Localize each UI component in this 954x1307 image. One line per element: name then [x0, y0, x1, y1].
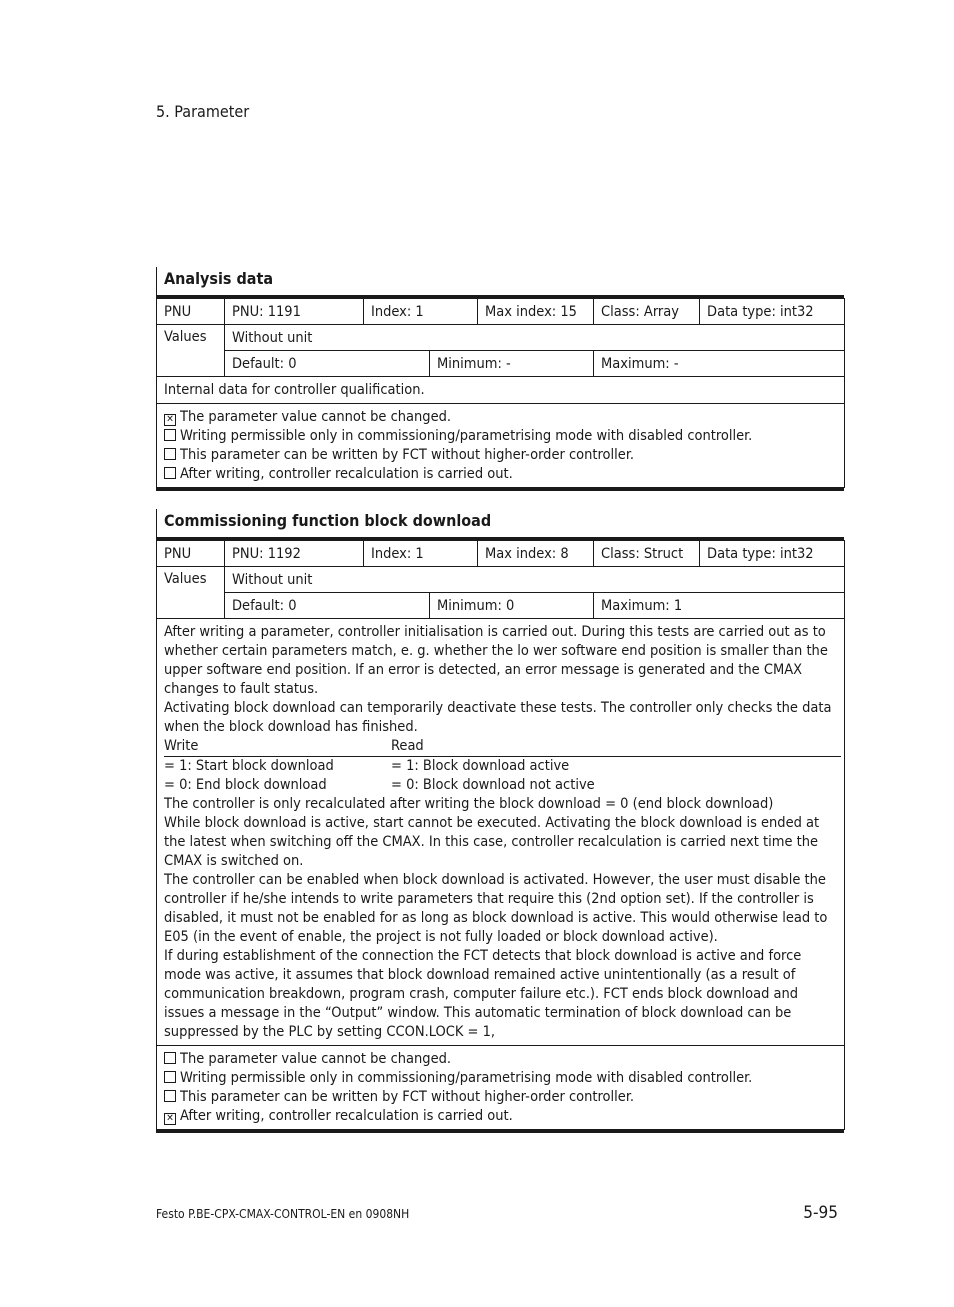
checked-box-icon: ✕ [164, 1113, 176, 1125]
default-value: Default: 0 [225, 593, 430, 619]
unchecked-box-icon [164, 467, 176, 479]
parameter-block-commissioning [156, 509, 844, 1133]
block-title: Analysis data [156, 267, 844, 295]
check-item: This parameter can be written by FCT without higher-order controller. [164, 1088, 837, 1107]
index-value: Index: 1 [364, 299, 478, 325]
write-read-header [164, 737, 841, 757]
unchecked-box-icon [164, 429, 176, 441]
checkbox-list [157, 1046, 845, 1130]
check-item: Writing permissible only in commissioning/parametrising mode with disabled controller. [164, 427, 837, 446]
description-paragraph: If during establishment of the connection the FCT detects that block download is active and force mode was active, it assumes that block download remained active unintentionally (as a result of communication breakdown, program crash, computer failure etc.). FCT ends block download and issues a message in the “Output” window. This automatic termination of block download can be suppressed by the PLC by setting CCON.LOCK = 1, [164, 948, 802, 1040]
description-paragraph: The controller can be enabled when block download is activated. However, the user must disable the controller if he/she intends to write parameters that require this (2nd option set). If the controller is disabled, it must not be enabled for as long as block download is active. This would otherwise lead to E05 (in the event of enable, the project is not fully loaded or block download active). [164, 872, 828, 945]
parameter-table [156, 540, 845, 1130]
unit-value: Without unit [225, 325, 845, 351]
parameter-table [156, 298, 845, 488]
write-heading: Write [164, 738, 199, 754]
index-value: Index: 1 [364, 541, 478, 567]
maximum-value: Maximum: - [594, 351, 845, 377]
class-value: Class: Struct [594, 541, 700, 567]
bottom-rule [156, 488, 844, 491]
values-label: Values [157, 567, 225, 619]
bottom-rule [156, 1130, 844, 1133]
check-item: Writing permissible only in commissioning/parametrising mode with disabled controller. [164, 1069, 837, 1088]
check-item: The parameter value cannot be changed. [164, 1050, 837, 1069]
unchecked-box-icon [164, 1090, 176, 1102]
unchecked-box-icon [164, 1052, 176, 1064]
maximum-value: Maximum: 1 [594, 593, 845, 619]
block-title: Commissioning function block download [156, 509, 844, 537]
unchecked-box-icon [164, 448, 176, 460]
checked-box-icon: ✕ [164, 414, 176, 426]
minimum-value: Minimum: 0 [430, 593, 594, 619]
check-item: ✕ The parameter value cannot be changed. [164, 408, 837, 427]
data-type-value: Data type: int32 [700, 541, 845, 567]
write-read-row: = 0: End block download = 0: Block download not active [164, 777, 595, 793]
footer-document-id: Festo P.BE-CPX-CMAX-CONTROL-EN en 0908NH [156, 1207, 410, 1221]
description-paragraph: Activating block download can temporarily deactivate these tests. The controller only checks the data when the block download has finished. [164, 700, 832, 735]
write-read-row: = 1: Start block download = 1: Block download active [164, 758, 570, 774]
description-paragraph: After writing a parameter, controller initialisation is carried out. During this tests are carried out as to whether certain parameters match, e. g. whether the lo wer software end position is smaller than the upper software end position. If an error is detected, an error message is generated and the CMAX changes to fault status. [164, 624, 828, 697]
pnu-value: PNU: 1192 [225, 541, 364, 567]
check-item: This parameter can be written by FCT without higher-order controller. [164, 446, 837, 465]
description: Internal data for controller qualification. [157, 377, 845, 404]
class-value: Class: Array [594, 299, 700, 325]
read-heading: Read [391, 738, 424, 754]
unchecked-box-icon [164, 1071, 176, 1083]
pnu-label: PNU [157, 299, 225, 325]
default-value: Default: 0 [225, 351, 430, 377]
page-number: 5-95 [803, 1203, 838, 1223]
check-item: ✕ After writing, controller recalculation is carried out. [164, 1107, 837, 1126]
description-paragraph: While block download is active, start cannot be executed. Activating the block download is ended at the latest when switching off the CMAX. In this case, controller recalculation is carried next time the CMAX is switched on. [164, 815, 820, 869]
chapter-header: 5. Parameter [156, 102, 250, 121]
minimum-value: Minimum: - [430, 351, 594, 377]
unit-value: Without unit [225, 567, 845, 593]
pnu-label: PNU [157, 541, 225, 567]
values-label: Values [157, 325, 225, 377]
check-item: After writing, controller recalculation is carried out. [164, 465, 837, 484]
parameter-block-analysis-data [156, 267, 844, 491]
description-paragraph: The controller is only recalculated after writing the block download = 0 (end block download) [164, 796, 774, 812]
pnu-value: PNU: 1191 [225, 299, 364, 325]
description [157, 619, 845, 1046]
checkbox-list [157, 404, 845, 488]
data-type-value: Data type: int32 [700, 299, 845, 325]
max-index-value: Max index: 8 [478, 541, 594, 567]
max-index-value: Max index: 15 [478, 299, 594, 325]
